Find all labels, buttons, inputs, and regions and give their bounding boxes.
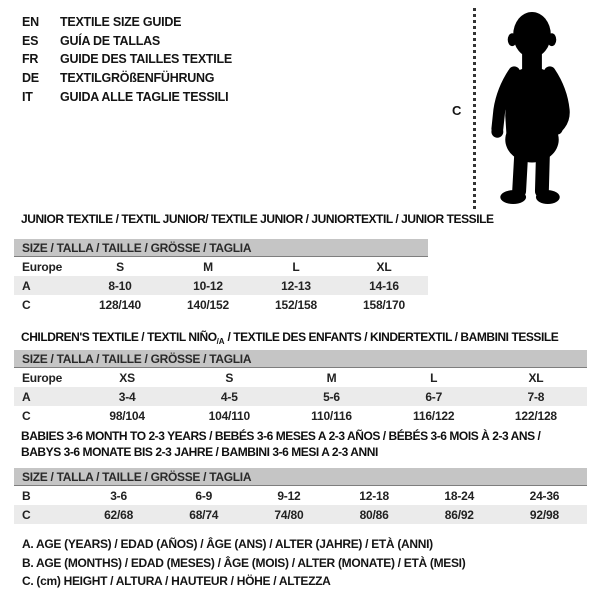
size-cell: 10-12 [193,278,223,293]
table-row-europe [14,368,587,387]
size-cell: XL [376,259,392,274]
height-measure-label: C [452,103,462,118]
table-row-age [14,276,428,295]
size-cell: 86/92 [444,507,474,522]
title-subscript: /A [216,337,225,346]
junior-size-table [14,239,428,314]
size-cell: XS [119,370,135,385]
size-cell: 80/86 [359,507,389,522]
language-row-de [22,69,232,88]
row-label: C [22,507,31,522]
language-row-fr [22,50,232,69]
size-cell: 3-6 [110,488,127,503]
size-cell: 158/170 [363,297,405,312]
legend-line-c: C. (cm) HEIGHT / ALTURA / HAUTEUR / HÖHE / ALTEZZA [22,574,331,589]
height-measure-dotted-line [473,8,476,210]
size-cell: 152/158 [275,297,317,312]
size-header-bar: SIZE / TALLA / TAILLE / GRÖSSE / TAGLIA [14,239,428,257]
children-size-table [14,350,587,425]
section-title-children [21,330,558,346]
size-cell: S [225,370,234,385]
section-title-babies [21,429,540,460]
size-cell: 128/140 [99,297,141,312]
size-cell: 14-16 [369,278,399,293]
title-text: CHILDREN'S TEXTILE / TEXTIL NIÑO [21,330,217,344]
row-label: C [22,297,31,312]
size-cell: 74/80 [274,507,304,522]
language-label: GUIDE DES TAILLES TEXTILE [60,52,233,67]
table-row-age [14,387,587,406]
row-label: Europe [22,259,63,274]
language-row-es [22,32,232,51]
table-row-age-months [14,486,587,505]
size-cell: L [292,259,300,274]
table-row-height [14,505,587,524]
size-cell: 18-24 [444,488,475,503]
language-code: EN [22,15,39,30]
size-cell: 8-10 [108,278,132,293]
title-line-2: BABYS 3-6 MONATE BIS 2-3 JAHRE / BAMBINI 3-6 MESI A 2-3 ANNI [21,444,378,459]
row-label: C [22,408,31,423]
size-cell: 4-5 [220,389,238,404]
row-label: Europe [22,370,63,385]
size-cell: 6-7 [425,389,443,404]
size-cell: 9-12 [277,488,301,503]
babies-size-table [14,468,587,524]
size-cell: 116/122 [413,408,455,423]
table-row-height [14,295,428,314]
size-cell: 98/104 [109,408,145,423]
size-cell: XL [528,370,544,385]
table-row-europe [14,257,428,276]
language-title-list [22,13,232,106]
legend-line-a: A. AGE (YEARS) / EDAD (AÑOS) / ÂGE (ANS) / ALTER (JAHRE) / ETÀ (ANNI) [22,537,433,551]
measurement-legend [22,537,465,593]
toddler-silhouette [486,9,578,207]
size-cell: M [203,259,213,274]
language-label: GUIDA ALLE TAGLIE TESSILI [60,89,229,104]
size-cell: 12-13 [281,278,311,293]
size-cell: 7-8 [527,389,545,404]
language-label: TEXTILGRÖßENFÜHRUNG [60,71,215,86]
size-cell: 140/152 [187,297,229,312]
title-text: / TEXTILE DES ENFANTS / KINDERTEXTIL / BAMBINI TESSILE [224,330,559,344]
language-code: IT [22,89,33,104]
language-row-it [22,87,232,106]
section-title-junior: JUNIOR TEXTILE / TEXTIL JUNIOR/ TEXTILE JUNIOR / JUNIORTEXTIL / JUNIOR TESSILE [21,212,494,226]
language-label: GUÍA DE TALLAS [60,33,160,48]
language-code: DE [22,71,39,86]
size-header-bar: SIZE / TALLA / TAILLE / GRÖSSE / TAGLIA [14,468,587,486]
language-code: FR [22,52,39,67]
size-cell: 5-6 [323,389,340,404]
language-code: ES [22,33,39,48]
title-line-1: BABIES 3-6 MONTH TO 2-3 YEARS / BEBÉS 3-6 MESES A 2-3 AÑOS / BÉBÉS 3-6 MOIS À 2-3 ANS / [21,429,541,443]
size-cell: 104/110 [208,408,250,423]
size-cell: 68/74 [189,507,219,522]
row-label: A [22,278,31,293]
table-row-height [14,406,587,425]
size-cell: L [430,370,438,385]
size-cell: 110/116 [311,408,352,423]
size-cell: 3-4 [118,389,136,404]
size-cell: 12-18 [359,488,389,503]
size-cell: 24-36 [529,488,560,503]
size-cell: 92/98 [529,507,559,522]
row-label: B [22,488,31,503]
size-header-bar: SIZE / TALLA / TAILLE / GRÖSSE / TAGLIA [14,350,587,368]
size-cell: 6-9 [195,488,213,503]
size-cell: S [116,259,124,274]
size-cell: 122/128 [514,408,557,423]
row-label: A [22,389,31,404]
size-cell: 62/68 [104,507,134,522]
legend-line-b: B. AGE (MONTHS) / EDAD (MESES) / ÂGE (MOIS) / ALTER (MONATE) / ETÀ (MESI) [22,555,466,570]
language-row-en [22,13,232,32]
size-cell: M [326,370,337,385]
language-label: TEXTILE SIZE GUIDE [60,15,182,30]
